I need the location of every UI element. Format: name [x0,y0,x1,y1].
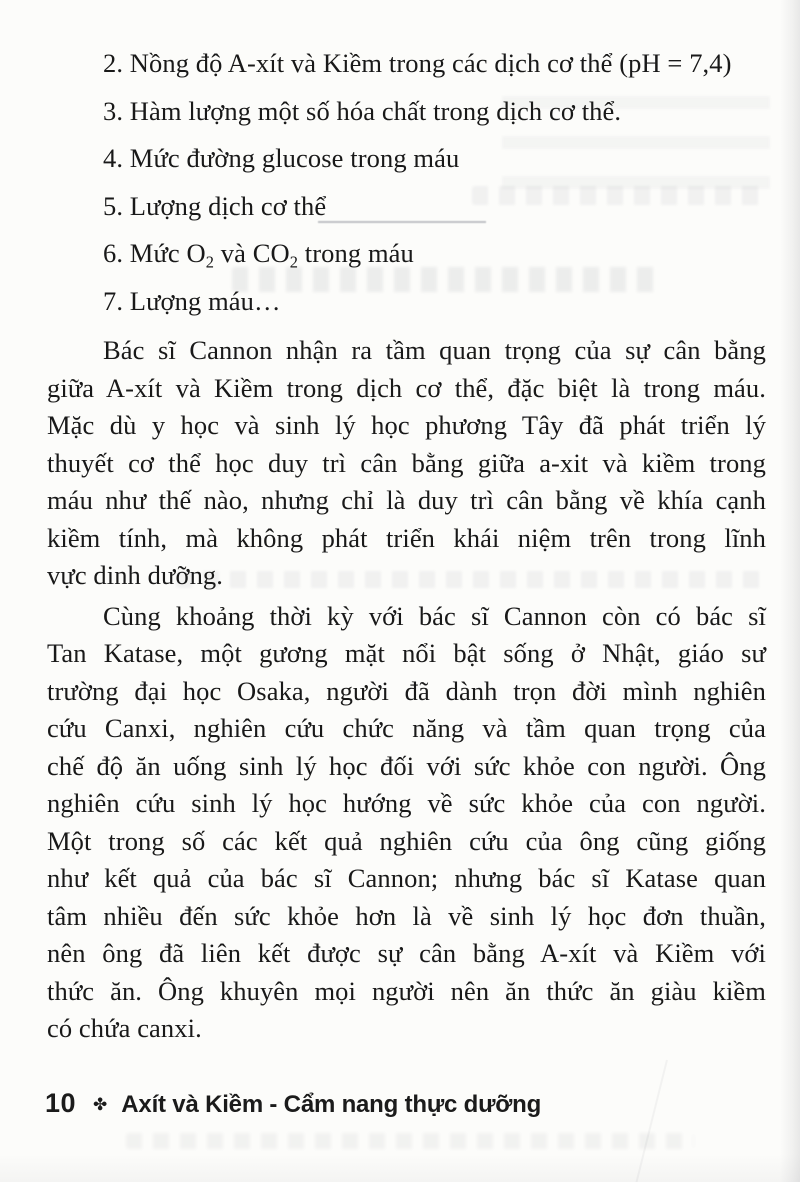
list-item [103,40,766,88]
page-number: 10 [45,1088,77,1118]
subscript-text: 2 [289,252,299,272]
list-item [103,88,766,136]
text-line: vực dinh dưỡng. [47,560,223,590]
text-line: cứu Canxi, nghiên cứu chức năng và tầm quan trọng của [47,713,766,743]
list-item [103,135,766,183]
list-item-text: 6. Mức O [103,238,206,268]
body-text [47,40,766,1051]
list-item [103,278,766,326]
paragraphs [47,332,766,1048]
list-item-text: 2. Nồng độ A-xít và Kiềm trong các dịch cơ thể (pH = 7,4) [103,48,732,78]
list-item [103,230,766,278]
text-line: Một trong số các kết quả nghiên cứu của ông cũng giống [47,825,766,856]
numbered-list [47,40,766,325]
page-edge-shadow [780,0,800,1182]
list-item-text: trong máu [298,238,414,268]
text-line: nên ông đã liên kết được sự cân bằng A-xít và Kiềm với [47,938,766,968]
paragraph [47,598,766,1048]
four-petal-ornament-icon: ✤ [93,1095,108,1115]
text-line: kiềm tính, mà không phát triển khái niệm trên trong lĩnh [47,522,766,553]
text-line: máu như thế nào, nhưng chỉ là duy trì cân bằng về khía cạnh [47,485,766,515]
list-item-text: 3. Hàm lượng một số hóa chất trong dịch cơ thể. [103,95,622,126]
text-line: giữa A-xít và Kiềm trong dịch cơ thể, đặc biệt là trong máu. [47,372,766,403]
list-item-text: và CO [214,238,290,268]
text-line: thuyết cơ thể học duy trì cân bằng giữa a-xit và kiềm trong [47,447,766,478]
text-line: Bác sĩ Cannon nhận ra tầm quan trọng của sự cân bằng [103,335,766,365]
paragraph [47,332,766,595]
book-title: Axít và Kiềm - Cẩm nang thực dưỡng [121,1091,542,1118]
page-footer [45,1088,541,1119]
page-edge-shadow [0,1154,800,1182]
text-line: nghiên cứu sinh lý học hướng về sức khỏe của con người. [47,788,766,818]
text-line: trường đại học Osaka, người đã dành trọn đời mình nghiên [47,675,766,706]
subscript-text: 2 [205,252,215,272]
list-item-text: 4. Mức đường glucose trong máu [103,143,460,173]
text-line: có chứa canxi. [47,1013,202,1043]
bleed-through-artifact [126,1133,694,1149]
text-line: Mặc dù y học và sinh lý học phương Tây đã phát triển lý [47,410,766,440]
list-item [103,183,766,231]
list-item-text: 5. Lượng dịch cơ thể [103,190,327,221]
text-line: Tan Katase, một gương mặt nổi bật sống ở Nhật, giáo sư [47,638,766,668]
text-line: chế độ ăn uống sinh lý học đối với sức khỏe con người. Ông [47,750,766,781]
text-line: thức ăn. Ông khuyên mọi người nên ăn thức ăn giàu kiềm [47,975,766,1006]
text-line: như kết quả của bác sĩ Cannon; nhưng bác sĩ Katase quan [47,863,766,893]
list-item-text: 7. Lượng máu… [103,285,281,316]
text-line: Cùng khoảng thời kỳ với bác sĩ Cannon còn có bác sĩ [103,600,766,631]
text-line: tâm nhiều đến sức khỏe hơn là về sinh lý học đơn thuần, [47,900,766,931]
